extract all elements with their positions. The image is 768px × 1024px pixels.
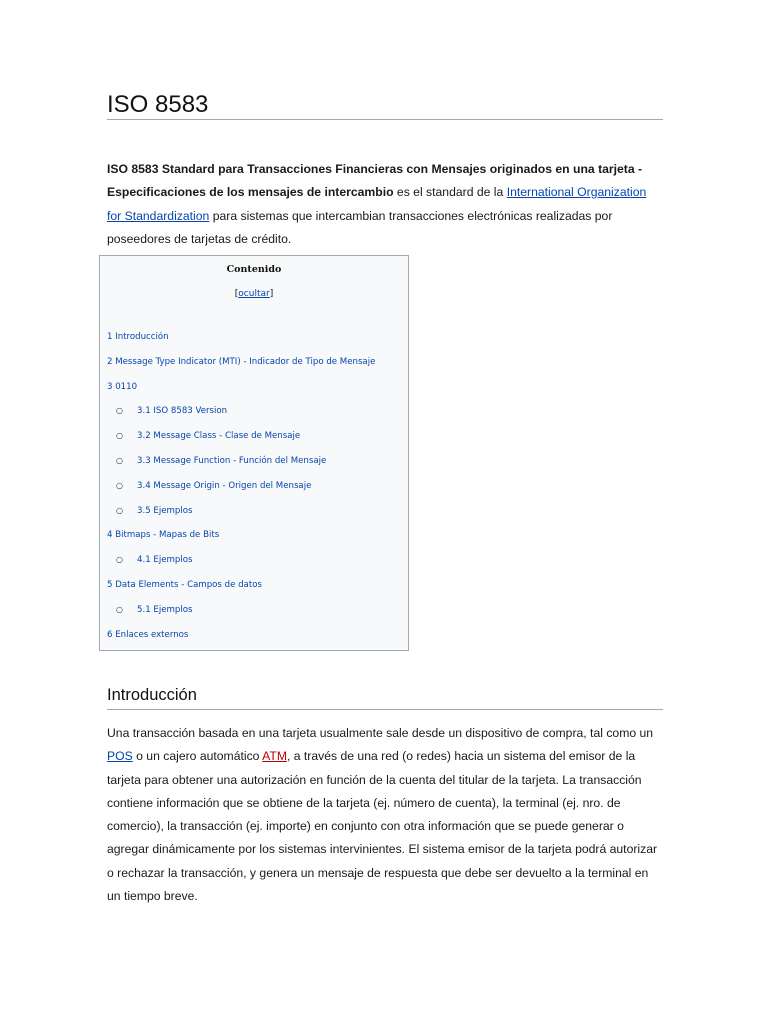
toc-item[interactable] (107, 580, 262, 590)
toc-item-label: 3.4 Message Origin - Origen del Mensaje (137, 480, 312, 491)
toc-item[interactable] (116, 406, 228, 417)
atm-link[interactable]: ATM (262, 749, 287, 764)
toc-bullet-icon: ○ (116, 505, 123, 515)
iso-organization-link[interactable]: International Organization for Standardization (107, 185, 647, 223)
toc-item[interactable] (107, 332, 169, 342)
section-heading-introduccion: Introducción (107, 686, 197, 704)
pos-link[interactable]: POS (107, 749, 133, 764)
table-of-contents (99, 255, 409, 651)
toc-item-label: 2 Message Type Indicator (MTI) - Indicador de Tipo de Mensaje (107, 356, 376, 367)
toc-item[interactable] (107, 382, 137, 392)
toc-item-label: 3 0110 (107, 381, 138, 392)
intro-paragraph (107, 158, 663, 251)
section-text-1: Una transacción basada en una tarjeta usualmente sale desde un dispositivo de compra, tal como un (107, 726, 654, 740)
toc-item-label: 3.2 Message Class - Clase de Mensaje (137, 431, 301, 442)
toc-item-label: 4.1 Ejemplos (137, 555, 193, 566)
toc-item[interactable] (116, 505, 193, 516)
toc-item-label: 1 Introducción (107, 332, 169, 342)
toc-item[interactable] (107, 530, 219, 540)
title-divider (107, 119, 663, 120)
toc-item[interactable] (116, 431, 301, 442)
section-text-3: , a través de una red (o redes) hacia un sistema del emisor de la tarjeta para obtener una autorización en función de la cuenta del titular de la tarjeta. La transacción contiene información que se obtiene de la tarjeta (ej. número de cuenta), la terminal (ej. nro. de comercio), la transacción (ej. importe) en conjunto con otra información que se puede generar o agregar dinámicamente por los sistemas intervinientes. El sistema emisor de la tarjeta podrá autorizar o rechazar la transacción, y genera un mensaje de respuesta que debe ser devuelto a la terminal en un tiempo breve. (107, 749, 658, 904)
toc-toggle-bracket-close: ] (269, 289, 274, 299)
toc-bullet-icon: ○ (116, 431, 123, 441)
page-title: ISO 8583 (107, 91, 209, 118)
toc-item[interactable] (116, 456, 327, 466)
toc-item-label: 5 Data Elements - Campos de datos (107, 580, 262, 590)
section-intro-paragraph (107, 722, 663, 908)
section-text-2: o un cajero automático (132, 749, 263, 764)
intro-text-before-link: es el standard de la (393, 185, 507, 200)
toc-bullet-icon: ○ (116, 555, 123, 565)
toc-item[interactable] (116, 604, 193, 615)
toc-item-label: 3.1 ISO 8583 Version (137, 406, 228, 417)
toc-item[interactable] (107, 357, 375, 367)
toc-hide-link[interactable]: ocultar (238, 289, 270, 299)
intro-bold-text: ISO 8583 Standard para Transacciones Financieras con Mensajes originados en una tarjeta - Especificaciones de los mensajes de intercambio (107, 162, 643, 200)
toc-item[interactable] (116, 480, 312, 491)
toc-bullet-icon: ○ (116, 480, 123, 490)
intro-text-after-link: para sistemas que intercambian transacciones electrónicas realizadas por poseedores de tarjetas de crédito. (107, 208, 613, 246)
toc-bullet-icon: ○ (116, 456, 123, 465)
section-divider (107, 709, 663, 710)
toc-title: Contenido (226, 264, 282, 275)
toc-item[interactable] (107, 630, 188, 640)
toc-item-label: 3.3 Message Function - Función del Mensaje (137, 456, 327, 466)
toc-item-label: 4 Bitmaps - Mapas de Bits (107, 530, 220, 541)
toc-bullet-icon: ○ (116, 604, 123, 614)
toc-list (100, 256, 408, 650)
toc-item-label: 5.1 Ejemplos (137, 604, 193, 615)
toc-bullet-icon: ○ (116, 406, 123, 416)
toc-item[interactable] (116, 555, 193, 566)
toc-item-label: 3.5 Ejemplos (137, 505, 193, 516)
toc-toggle-bracket-open: [ (234, 289, 239, 299)
toc-item-label: 6 Enlaces externos (107, 629, 189, 640)
